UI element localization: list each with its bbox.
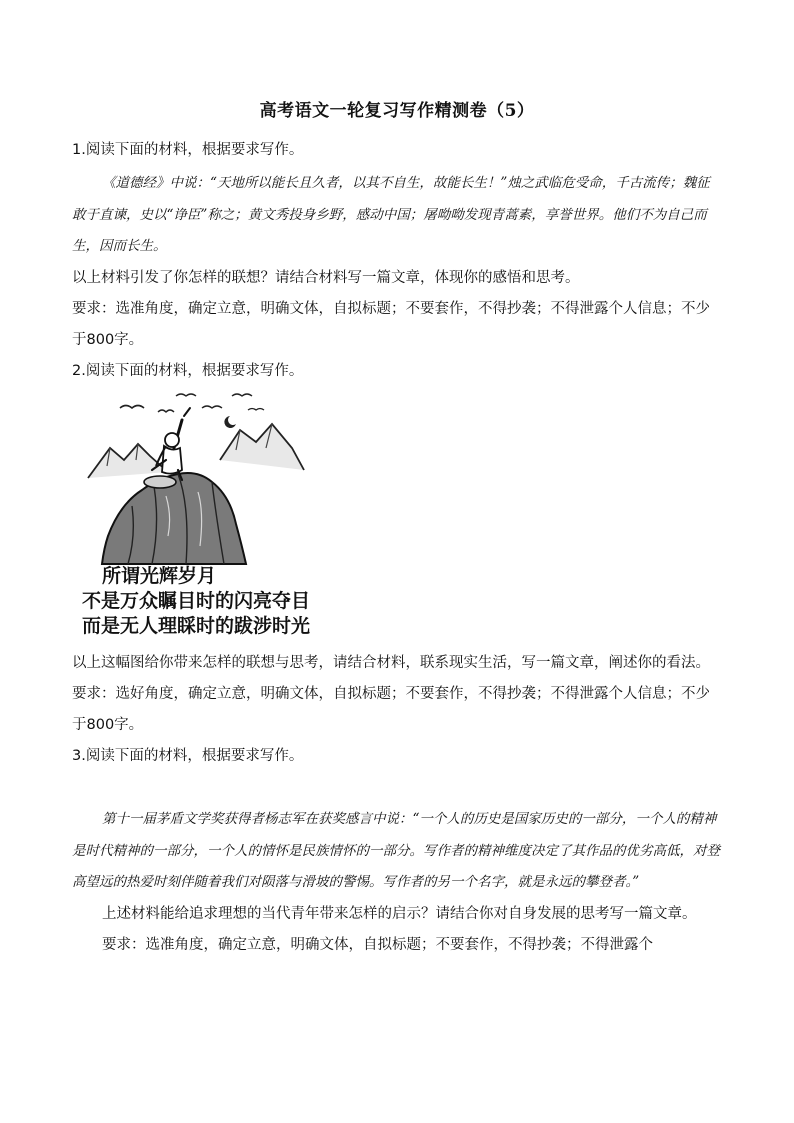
caption-line-3: 而是无人理睬时的跋涉时光	[82, 615, 311, 637]
question-3-heading: 3.阅读下面的材料，根据要求写作。	[72, 748, 304, 764]
question-2-heading: 2.阅读下面的材料，根据要求写作。	[72, 362, 304, 379]
question-2-requirements: 要求：选好角度，确定立意，明确文体，自拟标题；不要套作，不得抄袭；不得泄露个人信息；不少于800字。	[72, 686, 710, 733]
question-2	[72, 648, 720, 772]
question-3-requirements: 要求：选准角度，确定立意，明确文体，自拟标题；不要套作，不得抄袭；不得泄露个	[102, 936, 653, 953]
question-3-prompt: 上述材料能给追求理想的当代青年带来怎样的启示？请结合你对自身发展的思考写一篇文章。	[102, 905, 697, 922]
question-1-heading: 1.阅读下面的材料，根据要求写作。	[72, 142, 304, 158]
caption-line-1: 所谓光辉岁月	[102, 565, 217, 587]
question-1-prompt: 以上材料引发了你怎样的联想？请结合材料写一篇文章，体现你的感悟和思考。	[72, 269, 580, 286]
question-1	[72, 135, 720, 387]
question-1-requirements: 要求：选准角度，确定立意，明确文体，自拟标题；不要套作，不得抄袭；不得泄露个人信息；不少于800字。	[72, 300, 710, 348]
question-3-material: 第十一届茅盾文学奖获得者杨志军在获奖感言中说：“一个人的历史是国家历史的一部分，一个人的精神是时代精神的一部分，一个人的情怀是民族情怀的一部分。写作者的精神维度决定了其作品的优劣高低，对登高望远的热爱时刻伴随着我们对陨落与滑坡的警惕。写作者的另一个名字，就是永远的攀登者。”	[72, 811, 720, 890]
question-3	[72, 804, 720, 961]
question-2-prompt: 以上这幅图给你带来怎样的联想与思考，请结合材料，联系现实生活，写一篇文章，阐述你的看法。	[72, 655, 710, 671]
question-2-illustration	[80, 386, 312, 642]
document-title: 高考语文一轮复习写作精测卷（5）	[259, 101, 535, 121]
question-1-material: 《道德经》中说：“天地所以能长且久者，以其不自生，故能长生！”烛之武临危受命，千古流传；魏征敢于直谏，史以“诤臣”称之；黄文秀投身乡野，感动中国；屠呦呦发现青蒿素，享誉世界。他们不为自己而生，因而长生。	[72, 175, 710, 254]
caption-line-2: 不是万众瞩目时的闪亮夺目	[82, 590, 311, 612]
